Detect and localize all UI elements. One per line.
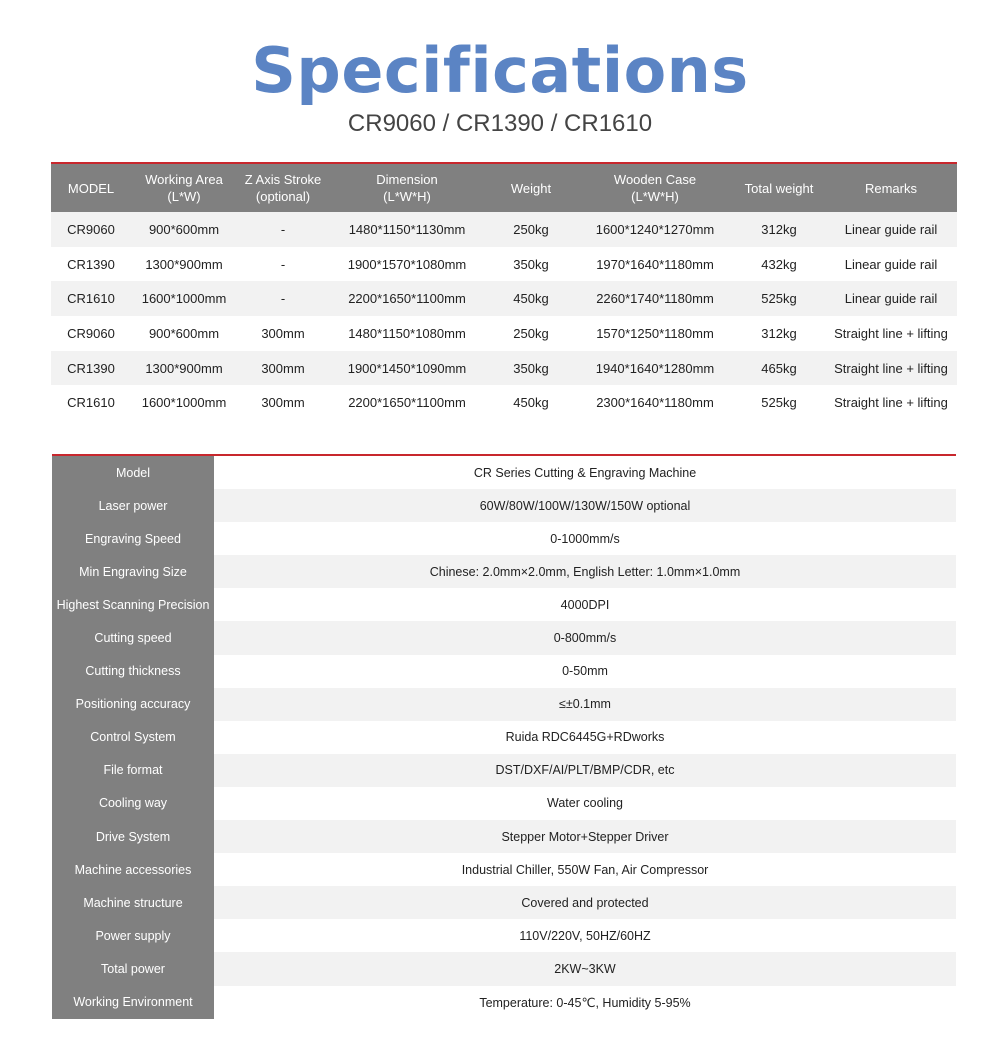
cell-weight: 450kg	[513, 291, 549, 307]
spec-value: Chinese: 2.0mm×2.0mm, English Letter: 1.0mm×1.0mm	[214, 555, 956, 588]
cell-z-axis-stroke: 300mm	[261, 360, 305, 376]
spec-label: Highest Scanning Precision	[52, 588, 214, 621]
spec-value: Temperature: 0-45℃, Humidity 5-95%	[214, 986, 956, 1019]
spec-row	[52, 522, 956, 555]
spec-row	[52, 787, 956, 820]
spec-value: CR Series Cutting & Engraving Machine	[214, 456, 956, 489]
models-table-body	[51, 212, 957, 420]
cell-z-axis-stroke: -	[280, 291, 286, 307]
spec-value: 60W/80W/100W/130W/150W optional	[214, 489, 956, 522]
table-row	[51, 247, 957, 282]
spec-label: Control System	[52, 721, 214, 754]
cell-total-weight: 525kg	[761, 291, 797, 307]
cell-dimension: 1900*1570*1080mm	[347, 256, 467, 272]
page-subtitle: CR9060 / CR1390 / CR1610	[347, 110, 653, 137]
table-row	[51, 351, 957, 386]
spec-row	[52, 588, 956, 621]
spec-label: Cutting thickness	[52, 655, 214, 688]
spec-label: Drive System	[52, 820, 214, 853]
table-row	[51, 316, 957, 351]
cell-total-weight: 312kg	[761, 221, 797, 237]
spec-row	[52, 555, 956, 588]
header-total-weight: Total weight	[744, 180, 814, 196]
models-table-header	[51, 164, 957, 212]
cell-dimension: 1900*1450*1090mm	[347, 360, 467, 376]
spec-value: Industrial Chiller, 550W Fan, Air Compressor	[214, 853, 956, 886]
spec-row	[52, 489, 956, 522]
cell-weight: 450kg	[513, 395, 549, 411]
cell-weight: 250kg	[513, 325, 549, 341]
cell-working-area: 900*600mm	[148, 325, 220, 341]
header-remarks: Remarks	[864, 180, 917, 196]
cell-wooden-case: 1600*1240*1270mm	[595, 221, 715, 237]
cell-dimension: 2200*1650*1100mm	[348, 395, 466, 411]
cell-model: CR9060	[67, 221, 115, 237]
spec-row	[52, 754, 956, 787]
spec-label: Total power	[52, 952, 214, 985]
spec-value: 110V/220V, 50HZ/60HZ	[214, 919, 956, 952]
cell-dimension: 1480*1150*1080mm	[348, 325, 466, 341]
spec-value: 0-1000mm/s	[214, 522, 956, 555]
header-model: MODEL	[67, 180, 115, 196]
cell-wooden-case: 1970*1640*1180mm	[596, 256, 714, 272]
spec-value: 0-800mm/s	[214, 621, 956, 654]
spec-row	[52, 456, 956, 489]
spec-value: Covered and protected	[214, 886, 956, 919]
table-row	[51, 212, 957, 247]
cell-remarks: Linear guide rail	[844, 256, 938, 272]
cell-remarks: Linear guide rail	[844, 221, 938, 237]
cell-remarks: Straight line + lifting	[834, 395, 948, 411]
cell-total-weight: 525kg	[761, 395, 797, 411]
spec-value: DST/DXF/AI/PLT/BMP/CDR, etc	[214, 754, 956, 787]
spec-row	[52, 886, 956, 919]
spec-row	[52, 655, 956, 688]
cell-working-area: 1600*1000mm	[141, 291, 227, 307]
spec-label: Laser power	[52, 489, 214, 522]
spec-label: Min Engraving Size	[52, 555, 214, 588]
spec-label: Machine accessories	[52, 853, 214, 886]
spec-label: Cooling way	[52, 787, 214, 820]
spec-label: Cutting speed	[52, 621, 214, 654]
cell-model: CR1610	[67, 291, 115, 307]
cell-weight: 350kg	[513, 256, 549, 272]
cell-z-axis-stroke: 300mm	[261, 395, 305, 411]
cell-total-weight: 432kg	[761, 256, 797, 272]
models-table	[51, 162, 957, 420]
spec-label: Model	[52, 456, 214, 489]
cell-wooden-case: 2300*1640*1180mm	[596, 395, 714, 411]
cell-working-area: 1300*900mm	[145, 360, 223, 376]
cell-remarks: Straight line + lifting	[834, 325, 948, 341]
cell-model: CR1610	[67, 395, 115, 411]
spec-value: 2KW~3KW	[214, 952, 956, 985]
cell-z-axis-stroke: -	[280, 221, 286, 237]
spec-row	[52, 919, 956, 952]
spec-row	[52, 853, 956, 886]
header-z-axis-stroke: Z Axis Stroke (optional)	[244, 172, 322, 204]
spec-row	[52, 986, 956, 1019]
header-working-area: Working Area (L*W)	[145, 172, 223, 204]
cell-working-area: 900*600mm	[148, 221, 220, 237]
spec-row	[52, 952, 956, 985]
spec-value: 0-50mm	[214, 655, 956, 688]
cell-model: CR9060	[67, 325, 115, 341]
cell-total-weight: 465kg	[761, 360, 797, 376]
spec-value: Water cooling	[214, 787, 956, 820]
cell-model: CR1390	[67, 256, 115, 272]
spec-row	[52, 621, 956, 654]
spec-label: Power supply	[52, 919, 214, 952]
cell-remarks: Straight line + lifting	[834, 360, 948, 376]
header-weight: Weight	[510, 180, 552, 196]
cell-z-axis-stroke: -	[280, 256, 286, 272]
spec-label: File format	[52, 754, 214, 787]
cell-z-axis-stroke: 300mm	[261, 325, 305, 341]
cell-dimension: 1480*1150*1130mm	[348, 221, 466, 237]
cell-dimension: 2200*1650*1100mm	[348, 291, 466, 307]
cell-wooden-case: 2260*1740*1180mm	[596, 291, 714, 307]
cell-weight: 250kg	[513, 221, 549, 237]
spec-value: Ruida RDC6445G+RDworks	[214, 721, 956, 754]
spec-value: ≤±0.1mm	[214, 688, 956, 721]
header-wooden-case: Wooden Case (L*W*H)	[613, 172, 697, 204]
spec-row	[52, 721, 956, 754]
cell-working-area: 1600*1000mm	[141, 395, 227, 411]
spec-label: Engraving Speed	[52, 522, 214, 555]
spec-table	[52, 454, 956, 1019]
cell-remarks: Linear guide rail	[844, 291, 938, 307]
table-row	[51, 281, 957, 316]
cell-model: CR1390	[67, 360, 115, 376]
table-row	[51, 385, 957, 420]
cell-working-area: 1300*900mm	[145, 256, 223, 272]
spec-label: Positioning accuracy	[52, 688, 214, 721]
spec-value: 4000DPI	[214, 588, 956, 621]
spec-table-body	[52, 456, 956, 1019]
header-dimension: Dimension (L*W*H)	[376, 172, 438, 204]
spec-label: Working Environment	[52, 986, 214, 1019]
spec-value: Stepper Motor+Stepper Driver	[214, 820, 956, 853]
cell-total-weight: 312kg	[761, 325, 797, 341]
spec-label: Machine structure	[52, 886, 214, 919]
cell-wooden-case: 1940*1640*1280mm	[595, 360, 715, 376]
cell-wooden-case: 1570*1250*1180mm	[596, 325, 714, 341]
page-title: Specifications	[251, 34, 749, 107]
spec-row	[52, 688, 956, 721]
cell-weight: 350kg	[513, 360, 549, 376]
spec-row	[52, 820, 956, 853]
